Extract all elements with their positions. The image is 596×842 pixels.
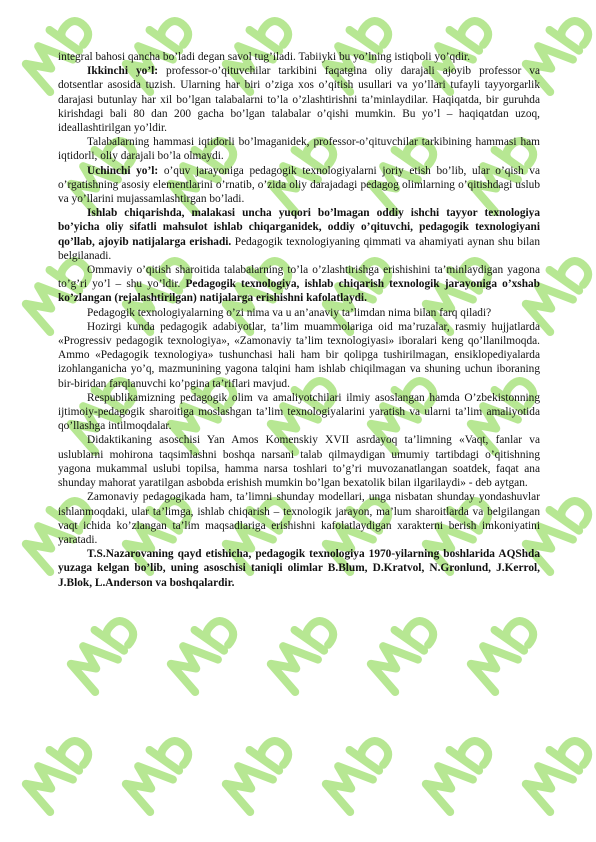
text-run: Ommaviy o’qitish sharoitida talabalarning to’la o’zlashtirishga erishishini ta’minlaydigan yagona to’g’ri yo’l – shu yo’ldir. xyxy=(58,264,540,291)
paragraph xyxy=(58,306,540,320)
text-run: Respublikamizning pedagogik olim va amaliyotchilari ilmiy asoslangan hamda O’zbekistonning ijtimoiy-pedagogik sharoitiga moslashgan ta’lim texnologiyalarini yaratish va ularni ta’lim amaliyotida qo’llashga intilmoqdalar. xyxy=(58,391,540,433)
bold-text-run: Ishlab chiqarishda, malakasi uncha yuqori bo’lmagan oddiy ishchi tayyor texnologiya bo’yicha oliy sifatli mahsulot ishlab chiqarganidek, oddiy o’qituvchi, pedagogik texnologiyani qo’llab, ajoyib natijalarga erishadi. xyxy=(58,207,540,248)
text-run: Talabalarning hammasi iqtidorli bo’lmaganidek, professor-o’qituvchilar tarkibining hammasi ham iqtidorli, oliy darajali bo’la olmaydi. xyxy=(58,136,540,163)
text-run: Pedagogik texnologiyalarning o’zi nima va u an’anaviy ta’limdan nima bilan farq qiladi? xyxy=(87,306,492,319)
watermark-mark xyxy=(266,611,338,692)
text-run: Pedagogik texnologiyaning qimmati va ahamiyati aynan shu bilan belgilanadi. xyxy=(58,235,540,262)
watermark-mark xyxy=(221,731,293,812)
text-run: professor-o’qituvchilar tarkibini faqatgina oliy darajali ajoyib professor va dotsentlar asosida tuzish. Ularning har biri o’ziga xos o’qitish usullari va yo’llari tufayli tayyorgarlik darajasi butunlay har xil bo’lgan talabalarni to’la o’zlashtirishni ta’minlaydilar. Haqiqatda, bir guruhda kirishdagi bali 80 dan 200 gacha bo’lgan talabalar o’qishi mumkin. Bu yo’l – haqiqatdan uzoq, ideallashtirilgan yo’ldir. xyxy=(58,65,541,135)
text-run: Zamonaviy pedagogikada ham, ta’limni shunday modellari, unga nisbatan shunday yondashuvlar ishlanmoqdaki, ular ta’limga, ishlab chiqarish – texnologik jarayon, ma’lum sharoitlarda va belgilangan vaqt ichida ko’zlangan ta’lim maqsadlariga erishishni kafolatlaydigan xarakterni berish imkoniyatini yaratadi. xyxy=(58,491,540,546)
watermark-mark xyxy=(421,731,493,812)
text-run: integral bahosi qancha bo’ladi degan savol tug’iladi. Tabiiyki bu yo’lning istiqboli yo’qdir. xyxy=(58,51,471,63)
watermark-mark xyxy=(121,731,193,812)
paragraph xyxy=(58,206,540,263)
text-run: Hozirgi kunda pedagogik adabiyotlar, ta’lim muammolariga oid ma’ruzalar, rasmiy hujjatlarda «Progressiv pedagogik texnologiya», «Zamonaviy ta’lim texnologiyasi» iboralari keng qo’llanilmoqda. Ammo «Pedagogik texnologiya» tushunchasi hali ham bir qolipga tushirilmagan, ensiklopediyalarda izohlanganicha yo’q, mazmunining yagona talqini ham ishlab chiqilmagan va shuning uchun iboraning bir-biridan farqlanuvchi ko’pgina ta’riflari mavjud. xyxy=(58,320,540,390)
paragraph xyxy=(58,433,540,490)
bold-text-run: Uchinchi yo’l: xyxy=(87,164,159,177)
paragraph xyxy=(58,320,540,391)
watermark-mark xyxy=(21,731,93,812)
text-run: o’quv jarayoniga pedagogik texnologiyalarni joriy etish bo’lib, ular o’qish va o’rgatishning asosiy elementlarini o’rnatib, o’zida oliy darajadagi pedagog olimlarning o’qitishdagi uslub va yo’llarini mujassamlashtirgan bo’ladi. xyxy=(58,164,540,206)
paragraph xyxy=(58,164,540,207)
paragraph xyxy=(58,135,540,163)
watermark-mark xyxy=(521,731,593,812)
watermark-mark xyxy=(366,611,438,692)
paragraph xyxy=(58,547,540,590)
paragraph xyxy=(58,391,540,434)
paragraph xyxy=(58,263,540,306)
paragraph xyxy=(58,490,540,547)
document-body xyxy=(58,50,540,590)
paragraph xyxy=(58,64,540,135)
paragraph xyxy=(58,50,540,64)
bold-text-run: Ikkinchi yo’l: xyxy=(87,65,159,78)
watermark-mark xyxy=(166,611,238,692)
watermark-mark xyxy=(321,731,393,812)
bold-text-run: T.S.Nazarovaning qayd etishicha, pedagogik texnologiya 1970-yilarning boshlarida AQShda yuzaga kelgan bo’lib, uning asoschisi taniqli olimlar B.Blum, D.Kratvol, N.Gronlund, J.Kerrol, J.Blok, L.Anderson va boshqalardir. xyxy=(58,548,540,589)
watermark-mark xyxy=(466,611,538,692)
bold-text-run: Pedagogik texnologiya, ishlab chiqarish texnologik jarayoniga o’xshab ko’zlangan (rejalashtirilgan) natijalarga erishishni kafolatlaydi. xyxy=(58,278,540,305)
watermark-mark xyxy=(66,611,138,692)
text-run: Didaktikaning asoschisi Yan Amos Komenskiy XVII asrdayoq ta’limning «Vaqt, fanlar va uslublarni mohirona taqsimlashni boshqa narsani talab qilmaydigan umumiy tartibdagi o’qitishning yagona mukammal uslubi topilsa, hamma narsa toshlari to’g’ri muvozanatlangan soatdek, faqat ana shunday mahorat yaratilgan asbobda erishish mumkin bo’lgan bexatolik bilan ilgarilaydi» - deb aytgan. xyxy=(58,434,540,490)
